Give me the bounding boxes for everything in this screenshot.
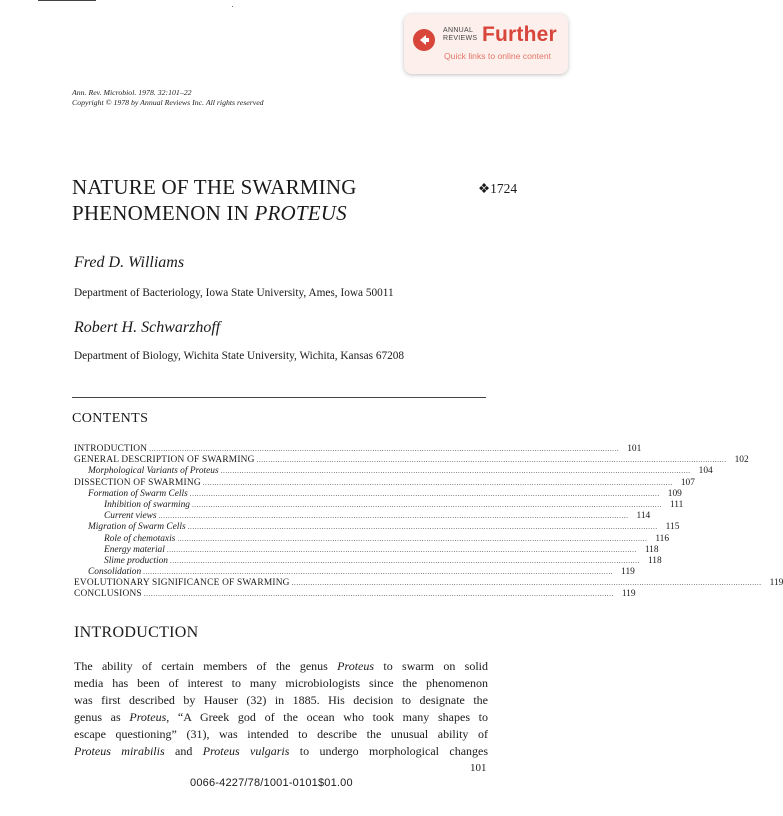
toc-entry-page: 104 [698, 466, 713, 477]
author-affiliation: Department of Bacteriology, Iowa State University, Ames, Iowa 50011 [74, 287, 394, 299]
toc-entry-label: Role of chemotaxis [104, 533, 176, 544]
toc-entry[interactable] [74, 544, 659, 556]
text-run: “A Greek god of the ocean who took many shapes to [169, 710, 488, 724]
toc-entry-label: Migration of Swarm Cells [88, 522, 186, 533]
toc-entry-page: 107 [680, 477, 695, 488]
toc-entry[interactable] [74, 488, 682, 500]
citation-copyright-line: Copyright © 1978 by Annual Reviews Inc. All rights reserved [72, 98, 264, 107]
text-run: escape questioning” (31), was intended to describe the unusual ability of [74, 727, 488, 741]
toc-entry-page: 119 [621, 567, 635, 578]
toc-entry[interactable] [74, 477, 695, 489]
page-number: 101 [470, 762, 487, 774]
toc-entry-label: Slime production [104, 555, 168, 566]
author-affiliation: Department of Biology, Wichita State University, Wichita, Kansas 67208 [74, 350, 405, 362]
toc-entry[interactable] [74, 522, 680, 533]
toc-leader-dots: ........................................................................................................................................................................................................ [256, 456, 727, 465]
text-run: The ability of certain members of the genus [74, 659, 338, 673]
toc-entry[interactable] [74, 511, 651, 522]
paragraph-line [74, 709, 488, 726]
toc-entry-page: 118 [647, 555, 662, 566]
article-identifier: 0066-4227/78/1001-0101$01.00 [190, 777, 353, 789]
toc-entry-page: 118 [644, 544, 659, 555]
toc-entry[interactable] [74, 578, 783, 589]
text-run: to swarm on solid [374, 659, 488, 673]
toc-entry-page: 102 [734, 455, 749, 466]
text-run: media has been of interest to many microbiologists since the phenomenon [74, 676, 488, 690]
toc-entry-label: Consolidation [88, 567, 142, 578]
author-name: Fred D. Williams [74, 254, 185, 271]
toc-entry-page: 119 [621, 589, 636, 600]
toc-entry-label: Current views [104, 511, 157, 522]
toc-leader-dots: ........................................................................................................................................................................................................ [189, 489, 660, 498]
paragraph-line [74, 675, 488, 692]
title-italic-genus: PROTEUS [254, 201, 347, 225]
toc-entry-label: Energy material [104, 544, 165, 555]
toc-entry[interactable] [74, 444, 642, 455]
toc-entry[interactable] [74, 499, 684, 511]
text-run: and [164, 744, 203, 758]
paragraph-line [74, 658, 488, 675]
italic-term: Proteus, [129, 710, 170, 724]
toc-leader-dots: ........................................................................................................................................................................................................ [166, 545, 637, 554]
toc-leader-dots: ........................................................................................................................................................................................................ [149, 445, 620, 453]
author-name: Robert H. Schwarzhoff [74, 319, 221, 336]
top-dot-mark [232, 6, 233, 7]
section-heading-introduction: INTRODUCTION [74, 624, 199, 641]
annual-reviews-wordmark: ANNUAL REVIEWS [443, 27, 478, 42]
toc-leader-dots: ........................................................................................................................................................................................................ [220, 467, 691, 476]
toc-entry-label: GENERAL DESCRIPTION OF SWARMING [74, 455, 255, 466]
toc-entry-page: 114 [636, 511, 651, 522]
toc-leader-dots: ........................................................................................................................................................................................................ [169, 556, 640, 565]
toc-entry-page: 101 [627, 444, 642, 454]
top-rule-mark [38, 0, 96, 1]
table-of-contents [74, 444, 783, 601]
introduction-paragraph [74, 658, 488, 760]
toc-leader-dots: ........................................................................................................................................................................................................ [143, 590, 614, 599]
citation-journal-line: Ann. Rev. Microbiol. 1978. 32:101–22 [72, 88, 192, 97]
toc-leader-dots: ........................................................................................................................................................................................................ [177, 534, 648, 543]
toc-entry-page: 115 [665, 522, 680, 533]
toc-entry[interactable] [74, 555, 662, 567]
toc-entry-label: Formation of Swarm Cells [88, 488, 188, 499]
toc-leader-dots: ........................................................................................................................................................................................................ [191, 500, 662, 509]
toc-entry-label: Inhibition of swarming [104, 499, 190, 510]
toc-leader-dots: ........................................................................................................................................................................................................ [291, 579, 762, 588]
toc-entry-label: INTRODUCTION [74, 444, 148, 454]
toc-entry[interactable] [74, 533, 670, 545]
section-divider [72, 397, 486, 398]
article-code: ❖1724 [478, 181, 518, 196]
toc-leader-dots: ........................................................................................................................................................................................................ [202, 478, 673, 487]
contents-heading: CONTENTS [72, 411, 149, 426]
paragraph-line [74, 692, 488, 709]
text-run: was first described by Hauser (32) in 1885. His decision to designate the [74, 693, 488, 707]
toc-entry[interactable] [74, 567, 635, 578]
toc-entry[interactable] [74, 589, 636, 600]
toc-entry-page: 109 [667, 488, 682, 499]
italic-term: Proteus mirabilis [74, 744, 165, 758]
toc-entry-page: 116 [655, 533, 670, 544]
journal-citation [72, 88, 264, 108]
paragraph-line [74, 726, 488, 743]
toc-entry[interactable] [74, 455, 749, 466]
title-line-2: PHENOMENON IN PROTEUS [72, 201, 347, 225]
toc-entry-page: 119 [769, 578, 783, 589]
further-subtitle[interactable]: Quick links to online content [444, 51, 552, 61]
toc-entry-page: 111 [669, 499, 684, 510]
text-run: genus as [74, 710, 130, 724]
toc-entry-label: EVOLUTIONARY SIGNIFICANCE OF SWARMING [74, 578, 290, 589]
toc-leader-dots: ........................................................................................................................................................................................................ [158, 512, 629, 521]
toc-leader-dots: ........................................................................................................................................................................................................ [187, 523, 658, 532]
toc-entry-label: CONCLUSIONS [74, 589, 142, 600]
paragraph-line [74, 743, 488, 760]
toc-entry-label: DISSECTION OF SWARMING [74, 477, 201, 488]
annual-reviews-logo-icon [413, 29, 435, 51]
italic-term: Proteus vulgaris [202, 744, 290, 758]
italic-term: Proteus [337, 659, 375, 673]
text-run: to undergo morphological changes [289, 744, 489, 758]
article-title [72, 174, 357, 226]
toc-leader-dots: ........................................................................................................................................................................................................ [143, 568, 614, 577]
further-wordmark: Further [482, 23, 557, 46]
toc-entry-label: Morphological Variants of Proteus [88, 466, 219, 477]
further-badge[interactable] [404, 14, 568, 74]
toc-entry[interactable] [74, 466, 713, 477]
title-line-1: NATURE OF THE SWARMING [72, 175, 357, 199]
